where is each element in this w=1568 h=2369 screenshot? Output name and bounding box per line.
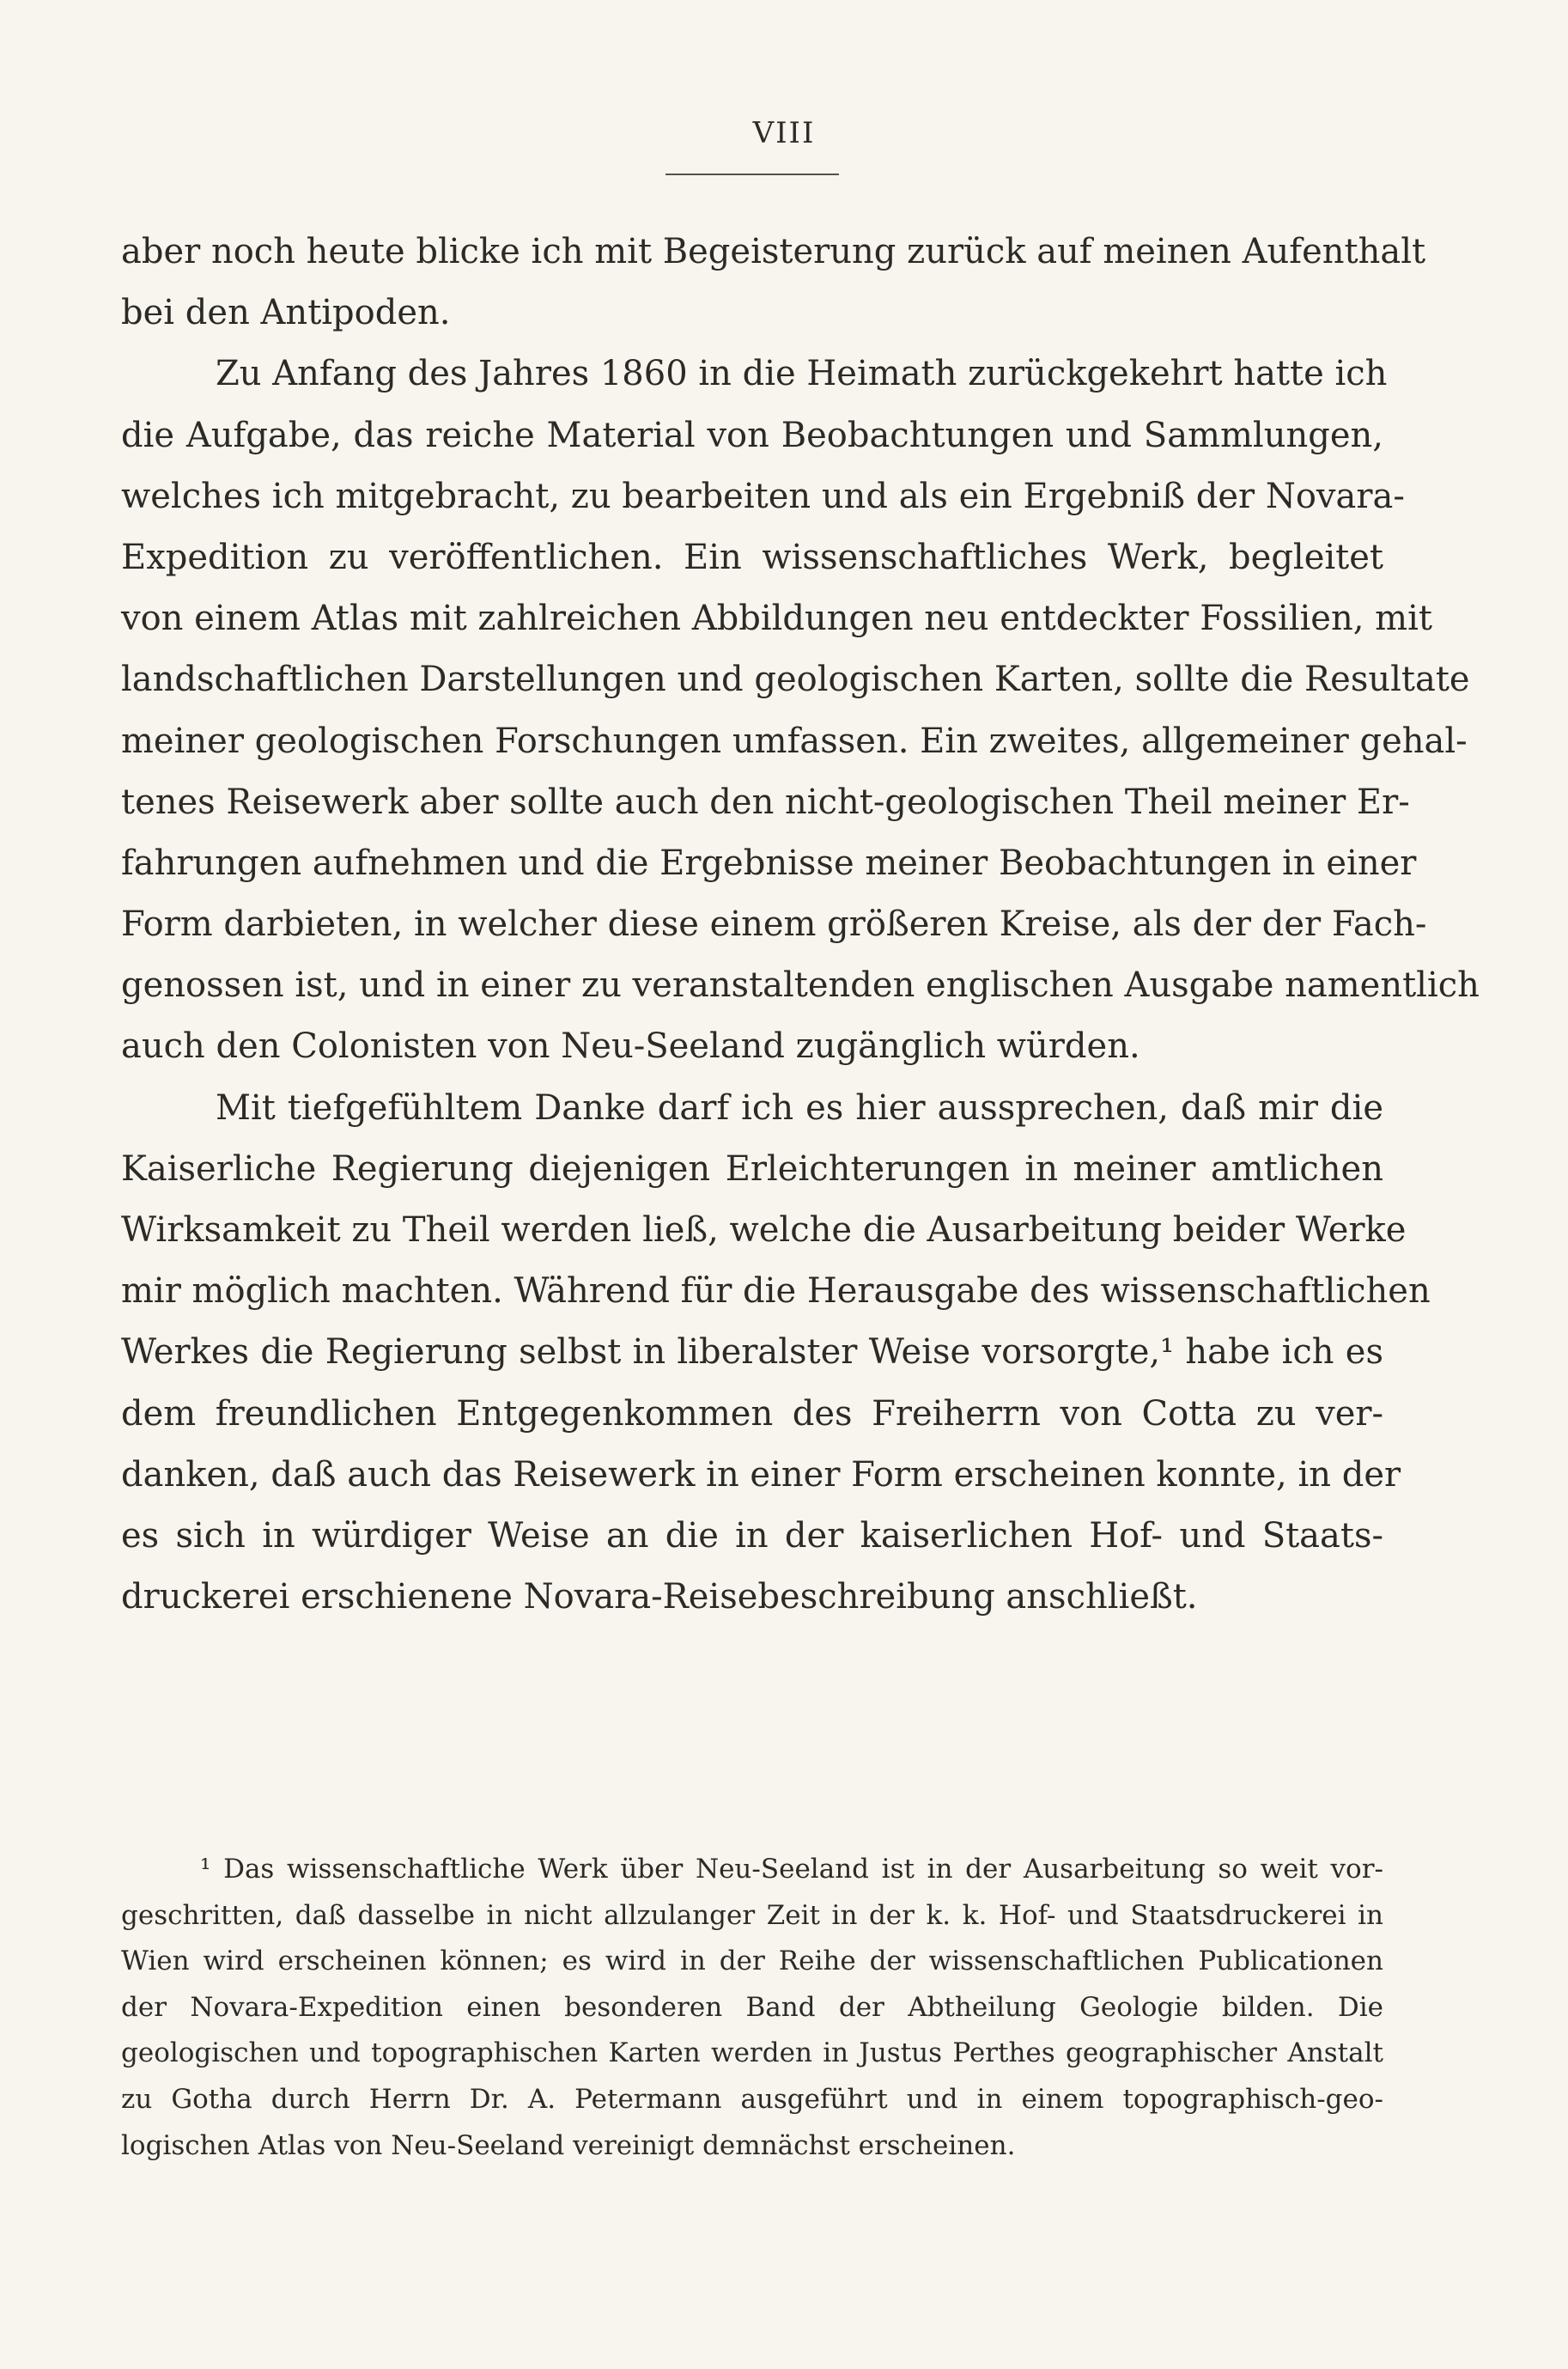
text-line: fahrungen aufnehmen und die Ergebnisse meiner Beobachtungen in einer [121, 843, 1417, 883]
text-line: Wirksamkeit zu Theil werden ließ, welche die Ausarbeitung beider Werke [121, 1210, 1407, 1250]
footnote-line: ¹ Das wissenschaftliche Werk über Neu-Seeland ist in der Ausarbeitung so weit vor- [200, 1854, 1383, 1885]
footnote-line: Wien wird erscheinen können; es wird in der Reihe der wissenschaftlichen Publicationen [121, 1946, 1383, 1977]
text-line: von einem Atlas mit zahlreichen Abbildungen neu entdeckter Fossilien, mit [121, 599, 1432, 639]
text-line: tenes Reisewerk aber sollte auch den nicht-geologischen Theil meiner Er- [121, 782, 1410, 822]
footnote [121, 1847, 1383, 2169]
text-line: druckerei erschienene Novara-Reisebeschreibung anschließt. [121, 1577, 1198, 1617]
text-line: Mit tiefgefühltem Danke darf ich es hier aussprechen, daß mir die [216, 1087, 1383, 1128]
text-line: danken, daß auch das Reisewerk in einer Form erscheinen konnte, in der [121, 1454, 1401, 1495]
footnote-line: zu Gotha durch Herrn Dr. A. Petermann ausgeführt und in einem topographisch-geo- [121, 2083, 1383, 2115]
text-line: Expedition zu veröffentlichen. Ein wissenschaftliches Werk, begleitet [121, 537, 1383, 577]
text-line: genossen ist, und in einer zu veranstaltenden englischen Ausgabe namentlich [121, 965, 1480, 1006]
main-text [121, 222, 1480, 1628]
header-rule [665, 174, 839, 175]
text-line: es sich in würdiger Weise an die in der kaiserlichen Hof- und Staats- [121, 1515, 1383, 1556]
text-line: meiner geologischen Forschungen umfassen. Ein zweites, allgemeiner gehal- [121, 721, 1468, 761]
text-line: landschaftlichen Darstellungen und geologischen Karten, sollte die Resultate [121, 660, 1470, 700]
text-line: Zu Anfang des Jahres 1860 in die Heimath zurückgekehrt hatte ich [216, 354, 1388, 394]
text-line: aber noch heute blicke ich mit Begeisterung zurück auf meinen Aufenthalt [121, 232, 1426, 271]
text-line: Werkes die Regierung selbst in liberalster Weise vorsorgte,¹ habe ich es [121, 1332, 1383, 1373]
text-line: dem freundlichen Entgegenkommen des Freiherrn von Cotta zu ver- [121, 1393, 1383, 1434]
text-line: die Aufgabe, das reiche Material von Beobachtungen und Sammlungen, [121, 415, 1383, 455]
footnote-line: logischen Atlas von Neu-Seeland vereinigt demnächst erscheinen. [121, 2129, 1016, 2161]
footnote-line: geologischen und topographischen Karten werden in Justus Perthes geographischer Anstalt [121, 2037, 1383, 2069]
text-line: Form darbieten, in welcher diese einem größeren Kreise, als der der Fach- [121, 904, 1427, 945]
text-line: auch den Colonisten von Neu-Seeland zugänglich würden. [121, 1026, 1140, 1067]
text-line: welches ich mitgebracht, zu bearbeiten und als ein Ergebniß der Novara- [121, 476, 1405, 516]
text-line: bei den Antipoden. [121, 293, 451, 333]
footnote-line: geschritten, daß dasselbe in nicht allzulanger Zeit in der k. k. Hof- und Staatsdruckerei in [121, 1899, 1383, 1931]
page-number: VIII [752, 116, 816, 150]
text-line: Kaiserliche Regierung diejenigen Erleichterungen in meiner amtlichen [121, 1148, 1383, 1189]
text-line: mir möglich machten. Während für die Herausgabe des wissenschaftlichen [121, 1271, 1431, 1312]
footnote-line: der Novara-Expedition einen besonderen Band der Abtheilung Geologie bilden. Die [121, 1991, 1383, 2023]
